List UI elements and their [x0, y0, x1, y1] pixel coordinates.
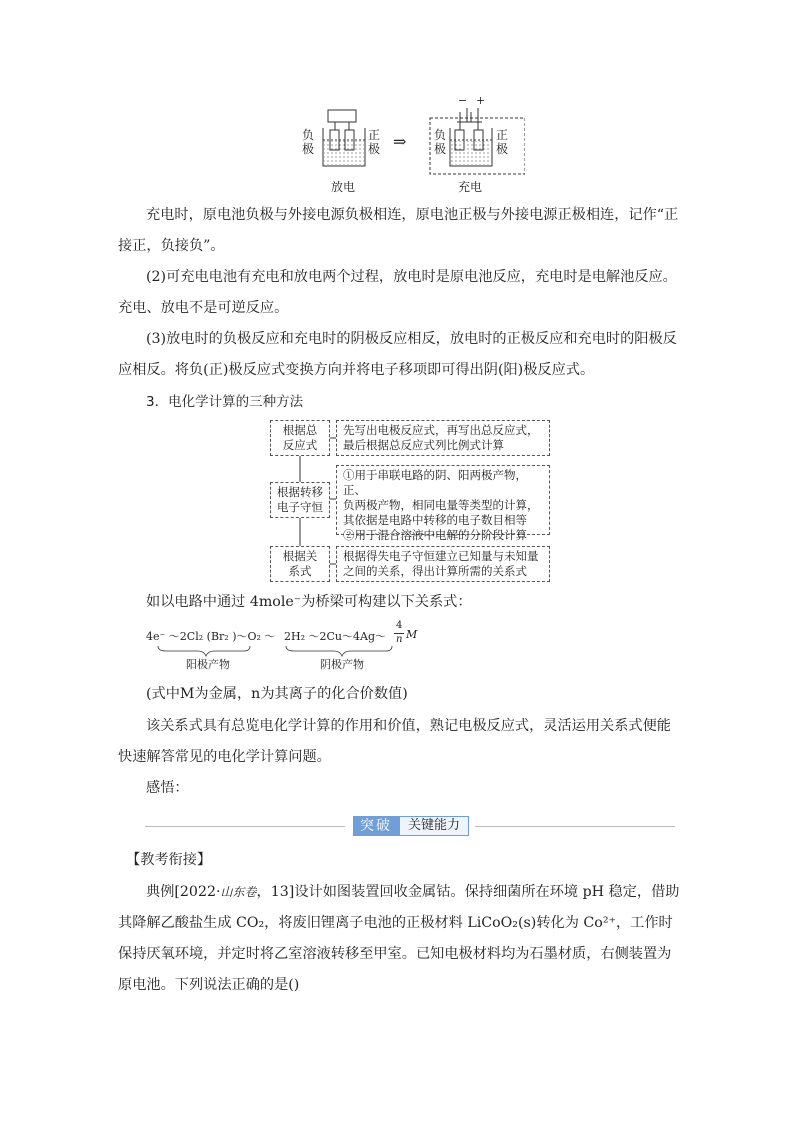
method-1-desc-line2: 最后根据总反应式列比例式计算 [343, 438, 504, 452]
arrow-symbol: ⇒ [393, 132, 407, 151]
section-3-title: 3．电化学计算的三种方法 [146, 394, 304, 410]
relation-fraction-num: 4 [396, 620, 403, 631]
example-source: 山东卷 [220, 885, 257, 899]
method-2-desc-line1: ①用于串联电路的阴、阳两极产物，正、 [343, 468, 527, 497]
charge-pos-label: 正极 [496, 128, 509, 156]
method-1-desc-line1: 先写出电极反应式，再写出总反应式， [343, 423, 539, 437]
banner-tag: 突破 [353, 816, 399, 836]
method-3-name-line1: 根据关 [282, 549, 318, 563]
cell-diagram [295, 100, 525, 195]
cathode-products-label: 阴极产物 [320, 658, 364, 671]
banner-title: 关键能力 [399, 816, 469, 836]
relation-fraction-den: n [396, 634, 403, 645]
insight-label: 感悟： [146, 780, 189, 796]
anode-products-label: 阳极产物 [186, 658, 230, 671]
example-lead: 典例[2022· [146, 884, 221, 900]
relation-intro: 如以电路中通过 4mole⁻为桥梁可构建以下关系式： [146, 594, 472, 610]
method-1-name-line1: 根据总 [282, 423, 318, 437]
discharge-neg-label: 负极 [302, 128, 315, 156]
example-paragraph [118, 877, 684, 1001]
formula-note: (式中M为金属，n为其离子的化合价数值) [146, 686, 408, 702]
discharge-caption: 放电 [331, 180, 356, 194]
method-2-desc-line3: 其依据是电路中转移的电子数目相等 [343, 513, 527, 527]
teach-heading: 【教考衔接】 [126, 852, 212, 868]
relation-part1: 4e⁻ ～2Cl₂ (Br₂ )～O₂ ～ [146, 630, 276, 643]
paragraph-2: (2)可充电电池有充电和放电两个过程，放电时是原电池反应，充电时是电解池反应。充电、放电不是可逆反应。 [118, 269, 677, 316]
battery-figure [295, 94, 525, 195]
method-2-name-line1: 根据转移 [277, 485, 323, 499]
discharge-cell [323, 110, 365, 166]
relation-tail: M [406, 628, 418, 641]
paragraph-4: 该关系式具有总览电化学计算的作用和价值，熟记电极反应式，灵活运用关系式便能快速解答常见的电化学计算问题。 [118, 718, 671, 765]
relation-part2: 2H₂ ～2Cu～4Ag～ [284, 630, 386, 643]
charge-cell [450, 108, 492, 166]
banner-line-right [475, 826, 675, 827]
minus-sign: − [458, 94, 468, 107]
method-3-name [270, 546, 330, 582]
method-2-name-line2: 电子守恒 [277, 500, 323, 514]
method-1-desc [336, 420, 550, 456]
example-body: ，13]设计如图装置回收金属钴。保持细菌所在环境 pH 稳定，借助其降解乙酸盐生成 CO₂，将废旧锂离子电池的正极材料 LiCoO₂(s)转化为 Co²⁺，工作时保持厌氧环境，并定时将乙室溶液转移至甲室。已知电极材料均为石墨材质，右侧装置为原电池。下列说法正确的是() [118, 884, 680, 993]
banner-line-left [145, 826, 345, 827]
charge-neg-label: 负极 [434, 128, 447, 156]
method-1-name-line2: 反应式 [282, 438, 318, 452]
method-3-desc [336, 546, 550, 582]
section-banner [145, 815, 675, 837]
method-2-name [270, 482, 330, 518]
method-3-name-line2: 系式 [288, 564, 312, 578]
methods-diagram [270, 420, 555, 585]
method-2-desc-line4: ②用于混合溶液中电解的分阶段计算 [343, 528, 527, 542]
paragraph-3: (3)放电时的负极反应和充电时的阴极反应相反，放电时的正极反应和充电时的阳极反应相反。将负(正)极反应式变换方向并将电子移项即可得出阴(阳)极反应式。 [118, 331, 677, 378]
charge-caption: 充电 [458, 180, 483, 194]
method-2-desc [336, 465, 550, 542]
method-2-desc-line2: 负两极产物，相同电量等类型的计算， [343, 498, 539, 512]
method-1-name [270, 420, 330, 456]
paragraph-charge-connection: 充电时，原电池负极与外接电源负极相连，原电池正极与外接电源正极相连，记作“正接正，负接负”。 [118, 207, 679, 254]
method-3-desc-line1: 根据得失电子守恒建立已知量与未知量 [343, 549, 539, 563]
discharge-pos-label: 正极 [368, 128, 381, 156]
method-3-desc-line2: 之间的关系，得出计算所需的关系式 [343, 564, 527, 578]
plus-sign: + [476, 94, 486, 107]
relation-formula [146, 622, 446, 672]
